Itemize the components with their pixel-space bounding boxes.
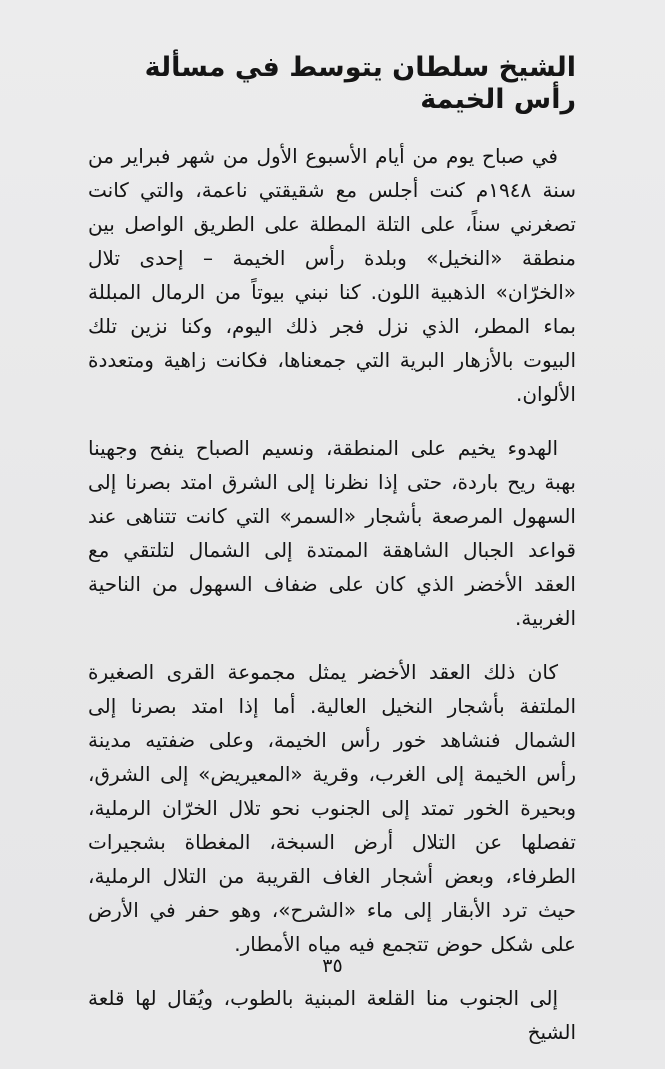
paragraph: كان ذلك العقد الأخضر يمثل مجموعة القرى الصغيرة الملتفة بأشجار النخيل العالية. أما إذا امتد بصرنا إلى الشمال فنشاهد خور رأس الخيمة، وعلى ضفتيه مدينة رأس الخيمة إلى الغرب، وقرية «المعيريض» إلى الشرق، وبحيرة الخور تمتد إلى الجنوب نحو تلال الخرّان الرملية، تفصلها عن التلال أرض السبخة، المغطاة بشجيرات الطرفاء، وبعض أشجار الغاف القريبة من التلال الرملية، حيث ترد الأبقار إلى ماء «الشرح»، وهو حفر في الأرض على شكل حوض تتجمع فيه مياه الأمطار. <box>88 659 576 956</box>
page-content <box>88 52 576 1069</box>
page-number: ٣٥ <box>322 955 343 977</box>
paragraph: الهدوء يخيم على المنطقة، ونسيم الصباح ينفح وجهينا بهبة ريح باردة، حتى إذا نظرنا إلى الشرق امتد بصرنا إلى السهول المرصعة بأشجار «السمر» التي كانت تتناهى عند قواعد الجبال الشاهقة الممتدة إلى الشمال لتلتقي مع العقد الأخضر الذي كان على ضفاف السهول من الناحية الغربية. <box>88 435 576 630</box>
paragraph: إلى الجنوب منا القلعة المبنية بالطوب، ويُقال لها قلعة الشيخ <box>88 985 576 1044</box>
paragraph: في صباح يوم من أيام الأسبوع الأول من شهر فبراير من سنة ١٩٤٨م كنت أجلس مع شقيقتي ناعمة، والتي كانت تصغرني سناً، على التلة المطلة على الطريق الواصل بين منطقة «النخيل» وبلدة رأس الخيمة – إحدى تلال «الخرّان» الذهبية اللون. كنا نبني بيوتاً من الرمال المبللة بماء المطر، الذي نزل فجر ذلك اليوم، وكنا نزين تلك البيوت بالأزهار البرية التي جمعناها، فكانت زاهية ومتعددة الألوان. <box>88 143 576 406</box>
chapter-title: الشيخ سلطان يتوسط في مسألة رأس الخيمة <box>144 52 576 116</box>
